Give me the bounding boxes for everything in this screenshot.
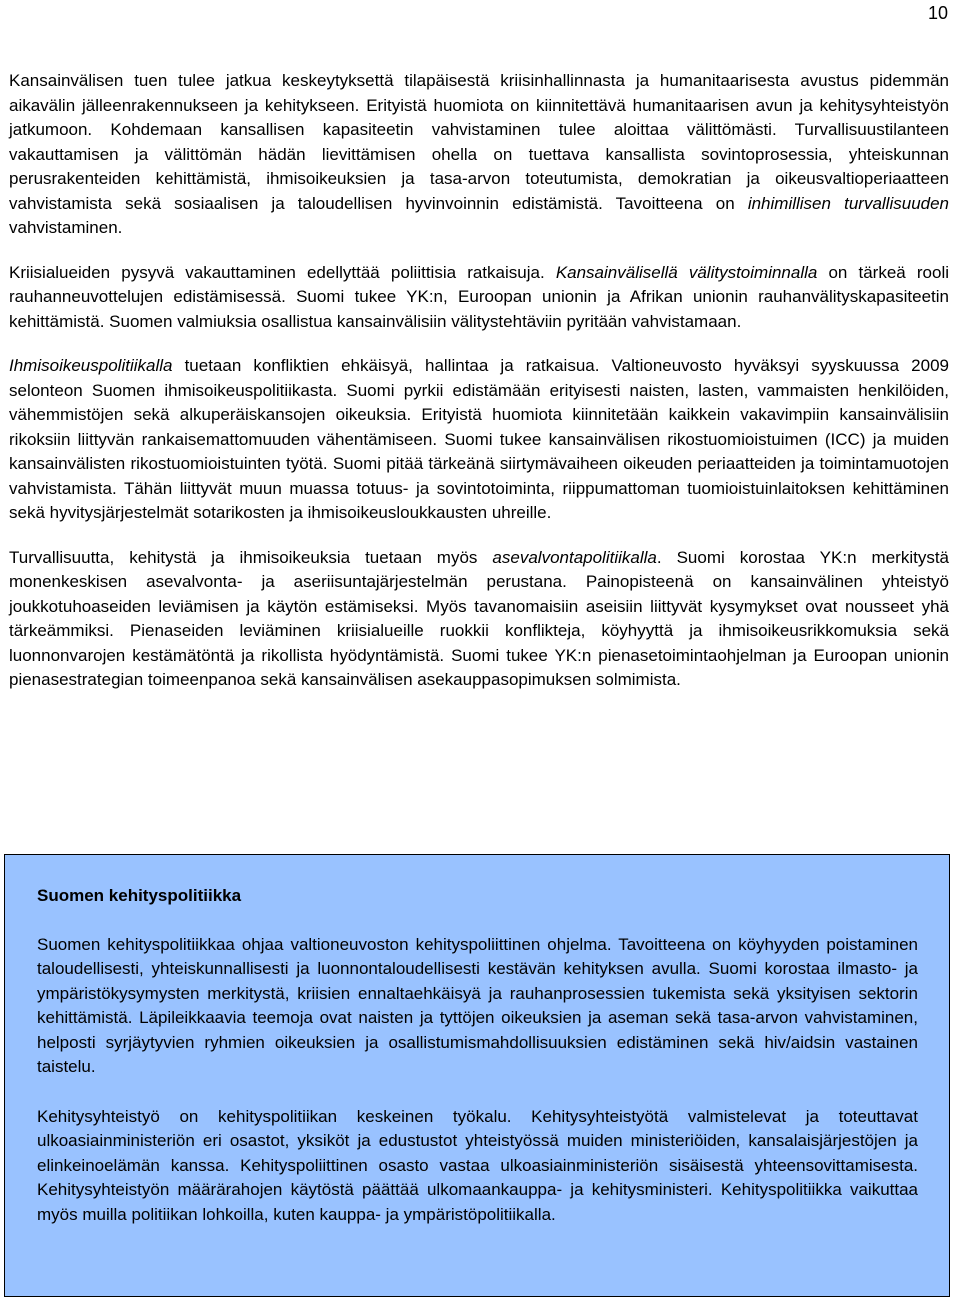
info-box-development-policy [4,854,950,1297]
paragraph-human-rights [9,354,949,526]
emphasis-term: asevalvontapolitiikalla [492,547,657,567]
info-box-paragraph: Suomen kehityspolitiikkaa ohjaa valtioneuvoston kehityspoliittinen ohjelma. Tavoitteena on köyhyyden poistaminen taloudellisesti, yhteiskunnallisesti ja luonnontaloudellisesti kestävän kehityksen avulla. Suomi korostaa ilmasto- ja ympäristökysymysten merkitystä, kriisien ennaltaehkäisyä ja rauhanprosessien tukemista sekä yksityisen sektorin kehittämistä. Läpileikkaavia teemoja ovat naisten ja tyttöjen oikeuksien ja aseman sekä tasa-arvon vahvistaminen, helposti syrjäytyvien ryhmien oikeuksien ja osallistumismahdollisuuksien edistäminen sekä hiv/aidsin vastainen taistelu. [37,934,918,1076]
paragraph-text: on tärkeä rooli rauhanneuvottelujen edistämisessä. Suomi tukee YK:n, Euroopan unionin ja Afrikan unionin rauhanvälityskapasiteetin kehittämistä. Suomen valmiuksia osallistua kansainvälisiin välitystehtäviin pyritään vahvistamaan. [9,262,950,331]
emphasis-term: Kansainvälisellä välitystoiminnalla [555,262,818,282]
paragraph-mediation [9,261,949,335]
paragraph-text: tuetaan konfliktien ehkäisyä, hallintaa ja ratkaisua. Valtioneuvosto hyväksyi syyskuussa 2009 selonteon Suomen ihmisoikeuspolitiikasta. Suomi pyrkii edistämään erityisesti naisten, lasten, vammaisten henkilöiden, vähemmistöjen sekä alkuperäiskansojen oikeuksia. Erityistä huomiota kiinnitetään kaikkein vakavimpiin kansainvälisiin rikoksiin liittyvän rankaisemattomuuden vähentämiseen. Suomi tukee kansainvälisen rikostuomioistuimen (ICC) ja muiden kansainvälisten rikostuomioistuinten työtä. Suomi pitää tärkeänä siirtymävaiheen oikeuden periaatteiden ja toimintamuotojen vahvistamista. Tähän liittyvät muun muassa totuus- ja sovintotoiminta, riippumattoman tuomioistuinlaitoksen kehittäminen sekä hyvitysjärjestelmät sotarikosten ja ihmisoikeusloukkausten uhreille. [9,356,949,522]
main-text [9,69,949,693]
paragraph-text: Turvallisuutta, kehitystä ja ihmisoikeuksia tuetaan myös [9,547,493,567]
page-number: 10 [927,3,948,23]
emphasis-term: inhimillisen turvallisuuden [747,193,950,213]
info-box-paragraph: Kehitysyhteistyö on kehityspolitiikan keskeinen työkalu. Kehitysyhteistyötä valmistelevat ja toteuttavat ulkoasiainministeriön eri osastot, yksiköt ja edustustot yhteistyössä muiden ministeriöiden, kansalaisjärjestöjen ja elinkeinoelämän kanssa. Kehityspoliittinen osasto vastaa ulkoasiainministeriön sisäisestä yhteensovittamisesta. Kehitysyhteistyön määrärahojen käytöstä päättää ulkomaankauppa- ja kehitysministeri. Kehityspolitiikka vaikuttaa myös muilla politiikan lohkoilla, kuten kauppa- ja ympäristöpolitiikalla. [37,1106,918,1224]
paragraph-text: Kansainvälisen tuen tulee jatkua keskeytyksettä tilapäisestä kriisinhallinnasta ja humanitaarisesta avustus pidemmän aikavälin jälleenrakennukseen ja kehitykseen. Erityistä huomiota on kiinnitettävä humanitaarisen avun ja kehitysyhteistyön jatkumoon. Kohdemaan kansallisen kapasiteetin vahvistaminen tulee aloittaa välittömästi. Turvallisuustilanteen vakauttamisen ja välittömän hädän lievittämisen ohella on tuettava kansallista sovintoprosessia, yhteiskunnan perusrakenteiden kehittämistä, ihmisoikeuksien ja tasa-arvon toteutumista, demokratian ja oikeusvaltioperiaatteen vahvistamista sekä sosiaalisen ja taloudellisen hyvinvoinnin edistämistä. Tavoitteena on [9,71,949,213]
paragraph-arms-control [9,546,949,693]
paragraph-text: Kriisialueiden pysyvä vakauttaminen edellyttää poliittisia ratkaisuja. [9,262,556,282]
paragraph-crisis-support [9,69,949,241]
paragraph-text: . Suomi korostaa YK:n merkitystä monenkeskisen asevalvonta- ja aseriisuntajärjestelmän perustana. Painopisteenä on kansainvälinen yhteistyö joukkotuhoaseiden leviämisen ja käytön estämiseksi. Myös tavanomaisiin aseisiin liittyvät kysymykset ovat nousseet yhä tärkeämmiksi. Pienaseiden leviäminen kriisialueille ruokkii konflikteja, köyhyyttä ja ihmisoikeusrikkomuksia sekä luonnonvarojen kestämätöntä ja rikollista hyödyntämistä. Suomi tukee YK:n pienasetoimintaohjelman ja Euroopan unionin pienasestrategian toimeenpanoa sekä kansainvälisen asekauppasopimuksen solmimista. [9,547,949,689]
paragraph-text: vahvistaminen. [9,218,123,237]
info-box-title: Suomen kehityspolitiikka [37,886,242,905]
emphasis-term: Ihmisoikeuspolitiikalla [9,356,173,375]
